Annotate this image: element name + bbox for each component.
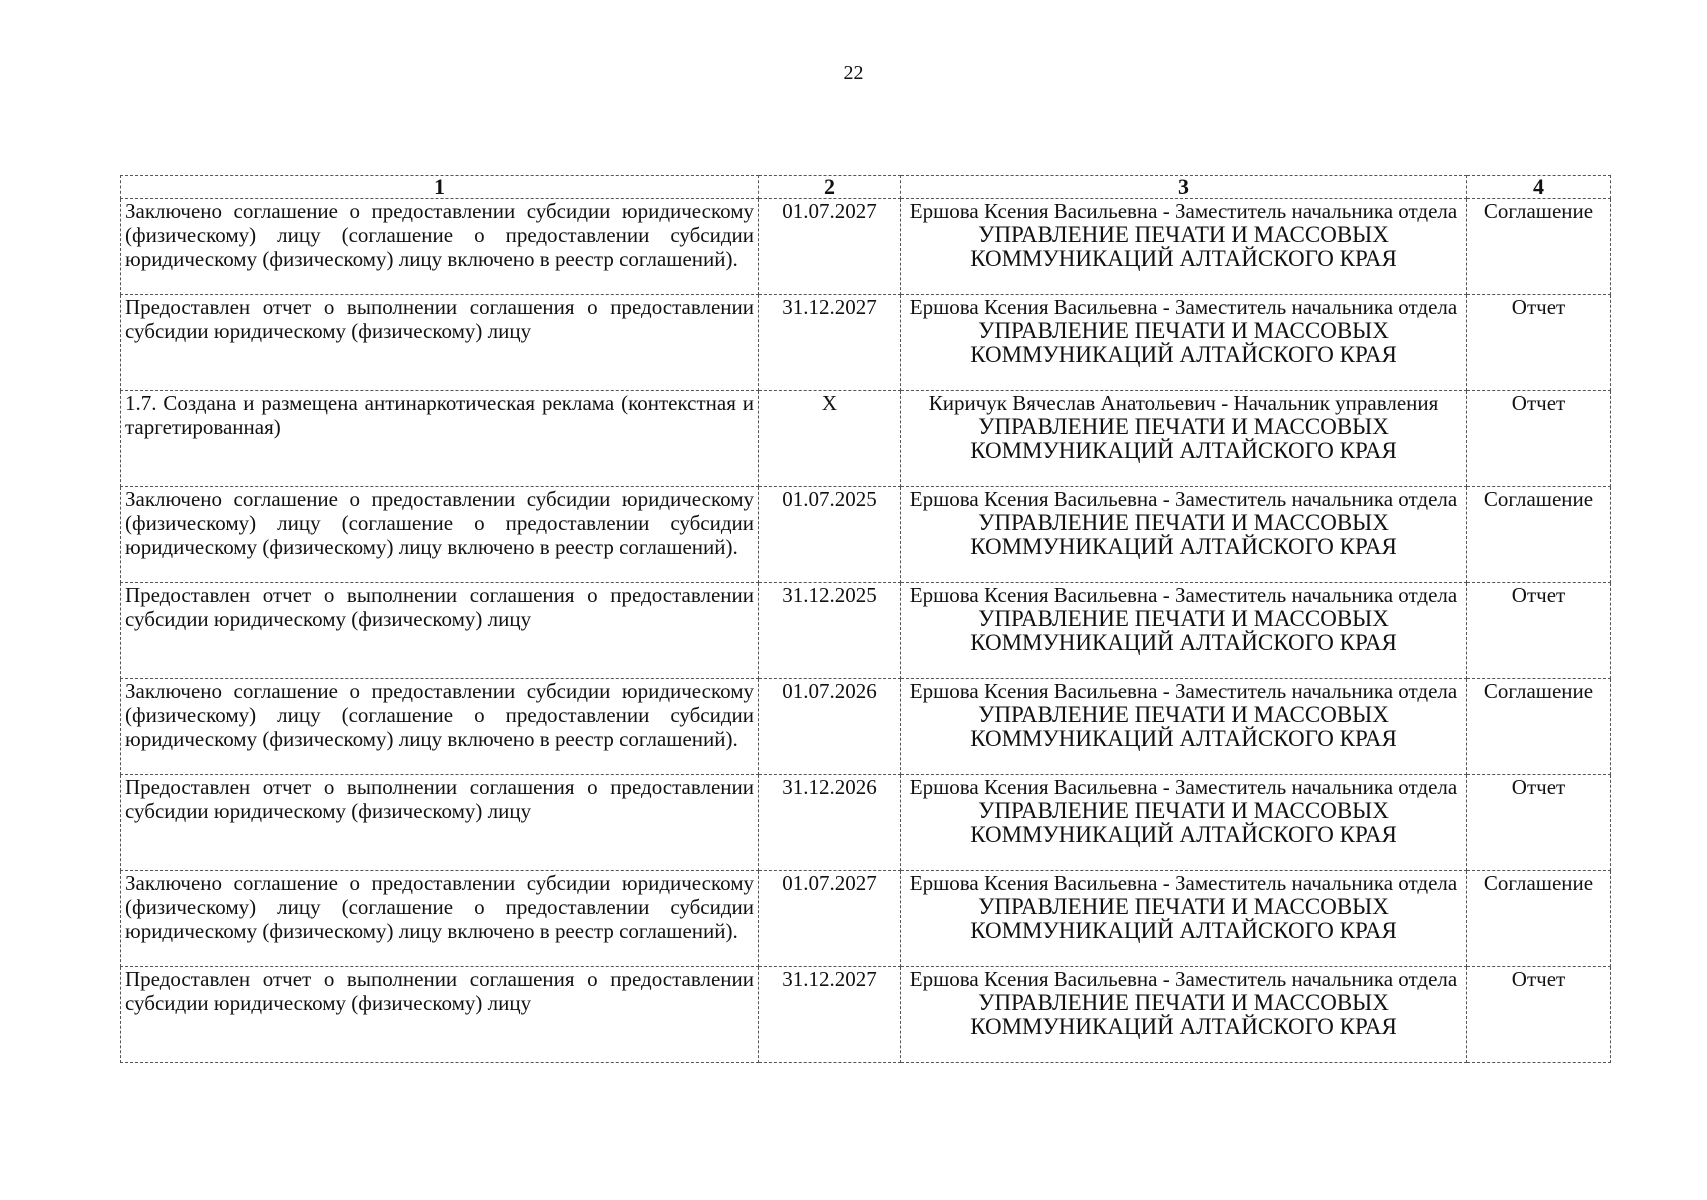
row-responsible — [901, 679, 1467, 775]
responsible-person: Ершова Ксения Васильевна - Заместитель начальника отдела — [909, 775, 1458, 799]
column-header-3: 3 — [901, 176, 1467, 199]
responsible-person: Ершова Ксения Васильевна - Заместитель начальника отдела — [909, 967, 1458, 991]
row-description: 1.7. Создана и размещена антинаркотическая реклама (контекстная и таргетированная) — [121, 391, 759, 487]
row-result: Отчет — [1467, 583, 1611, 679]
table-row — [121, 391, 1611, 487]
row-result: Отчет — [1467, 295, 1611, 391]
table-row — [121, 487, 1611, 583]
table-row — [121, 967, 1611, 1063]
row-date: 31.12.2027 — [759, 295, 901, 391]
row-responsible — [901, 583, 1467, 679]
row-description: Заключено соглашение о предоставлении субсидии юридическому (физическому) лицу (соглашение о предоставлении субсидии юридическому (физическому) лицу включено в реестр соглашений). — [121, 199, 759, 295]
table-row — [121, 295, 1611, 391]
table-row — [121, 583, 1611, 679]
row-date: 01.07.2027 — [759, 871, 901, 967]
document-table — [120, 175, 1611, 1063]
row-result: Соглашение — [1467, 199, 1611, 295]
responsible-organization: УПРАВЛЕНИЕ ПЕЧАТИ И МАССОВЫХ КОММУНИКАЦИЙ АЛТАЙСКОГО КРАЯ — [970, 702, 1397, 751]
table-row — [121, 871, 1611, 967]
row-description: Предоставлен отчет о выполнении соглашения о предоставлении субсидии юридическому (физическому) лицу — [121, 775, 759, 871]
table-row — [121, 199, 1611, 295]
row-date: 01.07.2026 — [759, 679, 901, 775]
column-header-2: 2 — [759, 176, 901, 199]
row-date: 31.12.2026 — [759, 775, 901, 871]
table-header-row — [121, 176, 1611, 199]
row-responsible — [901, 295, 1467, 391]
responsible-organization: УПРАВЛЕНИЕ ПЕЧАТИ И МАССОВЫХ КОММУНИКАЦИЙ АЛТАЙСКОГО КРАЯ — [970, 894, 1397, 943]
row-result: Отчет — [1467, 391, 1611, 487]
row-responsible — [901, 391, 1467, 487]
responsible-person: Ершова Ксения Васильевна - Заместитель начальника отдела — [909, 583, 1458, 607]
responsible-organization: УПРАВЛЕНИЕ ПЕЧАТИ И МАССОВЫХ КОММУНИКАЦИЙ АЛТАЙСКОГО КРАЯ — [970, 222, 1397, 271]
table-row — [121, 679, 1611, 775]
row-date: 31.12.2025 — [759, 583, 901, 679]
row-description: Заключено соглашение о предоставлении субсидии юридическому (физическому) лицу (соглашение о предоставлении субсидии юридическому (физическому) лицу включено в реестр соглашений). — [121, 679, 759, 775]
column-header-1: 1 — [121, 176, 759, 199]
responsible-organization: УПРАВЛЕНИЕ ПЕЧАТИ И МАССОВЫХ КОММУНИКАЦИЙ АЛТАЙСКОГО КРАЯ — [970, 414, 1397, 463]
row-responsible — [901, 487, 1467, 583]
row-result: Отчет — [1467, 967, 1611, 1063]
responsible-person: Ершова Ксения Васильевна - Заместитель начальника отдела — [909, 199, 1458, 223]
row-description: Заключено соглашение о предоставлении субсидии юридическому (физическому) лицу (соглашение о предоставлении субсидии юридическому (физическому) лицу включено в реестр соглашений). — [121, 871, 759, 967]
row-description: Заключено соглашение о предоставлении субсидии юридическому (физическому) лицу (соглашение о предоставлении субсидии юридическому (физическому) лицу включено в реестр соглашений). — [121, 487, 759, 583]
row-date: 01.07.2025 — [759, 487, 901, 583]
row-description: Предоставлен отчет о выполнении соглашения о предоставлении субсидии юридическому (физическому) лицу — [121, 967, 759, 1063]
responsible-organization: УПРАВЛЕНИЕ ПЕЧАТИ И МАССОВЫХ КОММУНИКАЦИЙ АЛТАЙСКОГО КРАЯ — [970, 990, 1397, 1039]
row-description: Предоставлен отчет о выполнении соглашения о предоставлении субсидии юридическому (физическому) лицу — [121, 295, 759, 391]
row-date: Х — [759, 391, 901, 487]
row-result: Соглашение — [1467, 487, 1611, 583]
row-responsible — [901, 871, 1467, 967]
responsible-person: Ершова Ксения Васильевна - Заместитель начальника отдела — [909, 679, 1458, 703]
responsible-person: Киричук Вячеслав Анатольевич - Начальник управления — [928, 391, 1439, 415]
row-responsible — [901, 775, 1467, 871]
responsible-person: Ершова Ксения Васильевна - Заместитель начальника отдела — [909, 871, 1458, 895]
page-number: 22 — [843, 62, 864, 84]
responsible-person: Ершова Ксения Васильевна - Заместитель начальника отдела — [909, 487, 1458, 511]
table-row — [121, 775, 1611, 871]
responsible-organization: УПРАВЛЕНИЕ ПЕЧАТИ И МАССОВЫХ КОММУНИКАЦИЙ АЛТАЙСКОГО КРАЯ — [970, 510, 1397, 559]
row-responsible — [901, 967, 1467, 1063]
row-date: 31.12.2027 — [759, 967, 901, 1063]
row-result: Отчет — [1467, 775, 1611, 871]
row-description: Предоставлен отчет о выполнении соглашения о предоставлении субсидии юридическому (физическому) лицу — [121, 583, 759, 679]
row-date: 01.07.2027 — [759, 199, 901, 295]
row-result: Соглашение — [1467, 871, 1611, 967]
row-result: Соглашение — [1467, 679, 1611, 775]
row-responsible — [901, 199, 1467, 295]
responsible-organization: УПРАВЛЕНИЕ ПЕЧАТИ И МАССОВЫХ КОММУНИКАЦИЙ АЛТАЙСКОГО КРАЯ — [970, 318, 1397, 367]
column-header-4: 4 — [1467, 176, 1611, 199]
responsible-person: Ершова Ксения Васильевна - Заместитель начальника отдела — [909, 295, 1458, 319]
responsible-organization: УПРАВЛЕНИЕ ПЕЧАТИ И МАССОВЫХ КОММУНИКАЦИЙ АЛТАЙСКОГО КРАЯ — [970, 606, 1397, 655]
responsible-organization: УПРАВЛЕНИЕ ПЕЧАТИ И МАССОВЫХ КОММУНИКАЦИЙ АЛТАЙСКОГО КРАЯ — [970, 798, 1397, 847]
